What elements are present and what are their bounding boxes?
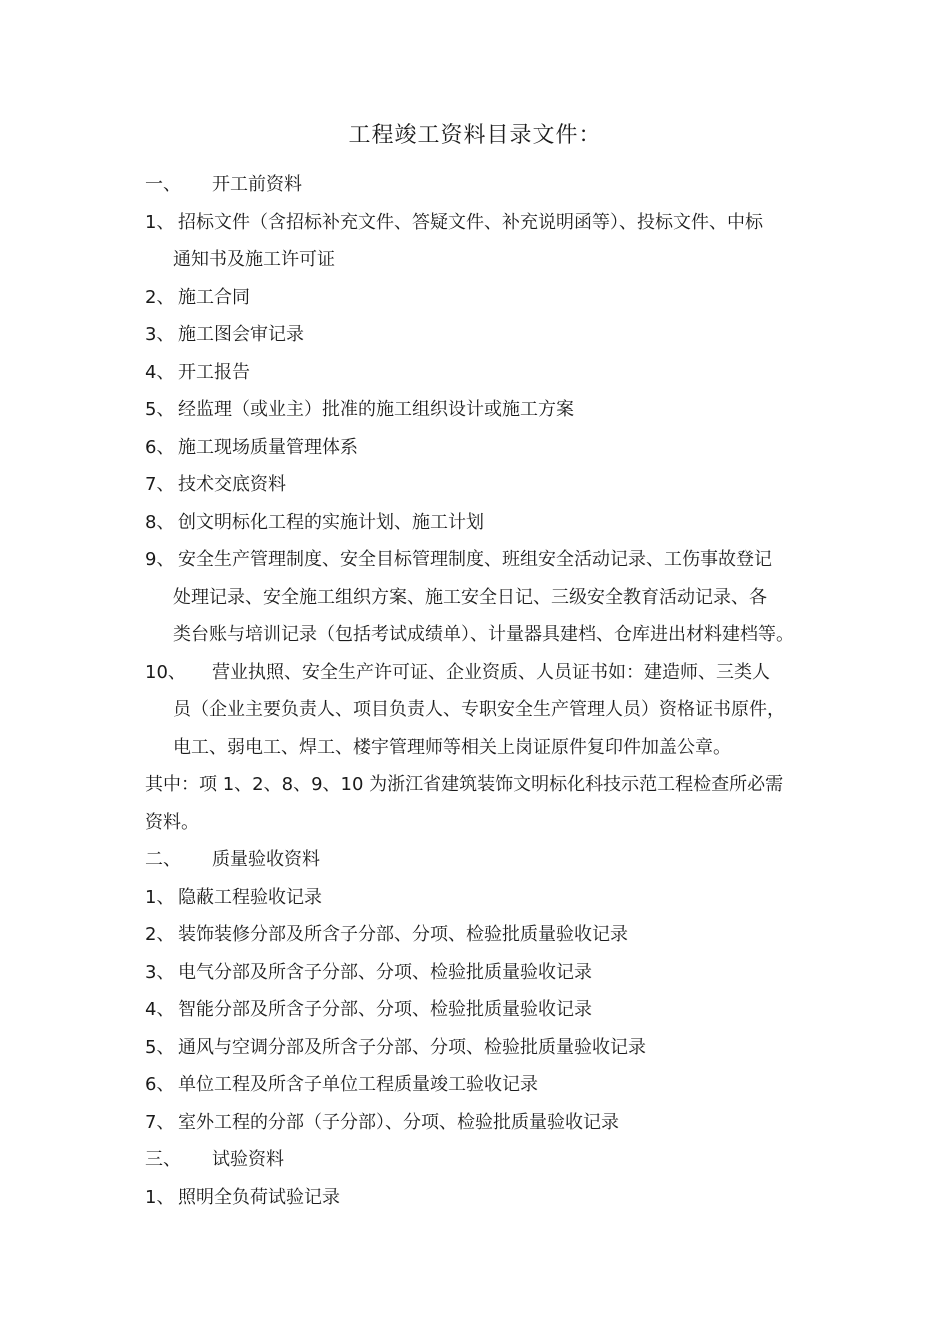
list-item <box>145 879 810 917</box>
list-item <box>145 504 810 542</box>
item-number: 1、 <box>145 211 175 233</box>
list-item <box>145 466 810 504</box>
item-text: 单位工程及所含子单位工程质量竣工验收记录 <box>178 1074 538 1095</box>
item-text-continued: 处理记录、安全施工组织方案、施工安全日记、三级安全教育活动记录、各 <box>173 586 767 608</box>
list-item <box>145 204 810 242</box>
list-item <box>145 954 810 992</box>
item-number: 8、 <box>145 511 175 533</box>
item-text-continued: 电工、弱电工、焊工、楼宇管理师等相关上岗证原件复印件加盖公章。 <box>173 736 731 758</box>
section-label: 试验资料 <box>212 1149 284 1170</box>
item-number: 9、 <box>145 549 175 570</box>
item-number: 3、 <box>145 961 175 983</box>
list-item <box>145 1029 810 1067</box>
item-text: 隐蔽工程验收记录 <box>178 886 322 908</box>
item-text-continued: 类台账与培训记录（包括考试成绩单）、计量器具建档、仓库进出材料建档等。 <box>173 624 794 645</box>
item-number: 1、 <box>145 886 175 908</box>
section-number: 三、 <box>145 1149 181 1170</box>
item-text: 经监理（或业主）批准的施工组织设计或施工方案 <box>178 399 574 420</box>
item-number: 10、 <box>145 661 186 683</box>
list-item <box>145 991 810 1029</box>
item-number: 4、 <box>145 999 175 1020</box>
list-item <box>145 429 810 467</box>
section-label: 开工前资料 <box>212 174 302 195</box>
list-item <box>145 279 810 317</box>
item-text: 施工合同 <box>178 286 250 308</box>
section-heading <box>145 841 810 879</box>
item-text: 装饰装修分部及所含子分部、分项、检验批质量验收记录 <box>178 924 628 945</box>
item-number: 6、 <box>145 1074 175 1095</box>
item-text: 施工图会审记录 <box>178 324 304 345</box>
list-item <box>145 1179 810 1217</box>
item-number: 4、 <box>145 361 175 383</box>
section-heading <box>145 1141 810 1179</box>
list-item <box>145 916 810 954</box>
item-text: 电气分部及所含子分部、分项、检验批质量验收记录 <box>178 961 592 983</box>
item-text: 创文明标化工程的实施计划、施工计划 <box>178 511 484 533</box>
section-label: 质量验收资料 <box>212 849 320 870</box>
list-item <box>145 1104 810 1142</box>
list-item <box>145 391 810 429</box>
item-number: 6、 <box>145 436 175 458</box>
list-item <box>145 541 810 579</box>
list-item <box>145 1066 810 1104</box>
item-text: 照明全负荷试验记录 <box>178 1186 340 1208</box>
item-number: 5、 <box>145 399 175 420</box>
note-text: 其中：项 1、2、8、9、10 为浙江省建筑装饰文明标化科技示范工程检查所必需 <box>145 774 784 795</box>
list-item <box>145 354 810 392</box>
list-item <box>145 316 810 354</box>
section-heading <box>145 166 810 204</box>
item-text: 施工现场质量管理体系 <box>178 436 358 458</box>
item-number: 2、 <box>145 924 175 945</box>
item-number: 1、 <box>145 1186 175 1208</box>
item-text: 室外工程的分部（子分部）、分项、检验批质量验收记录 <box>178 1111 619 1133</box>
item-number: 3、 <box>145 324 175 345</box>
page-title: 工程竣工资料目录文件： <box>348 123 602 148</box>
document-body <box>145 166 810 1216</box>
item-number: 7、 <box>145 1111 175 1133</box>
item-text: 技术交底资料 <box>178 474 286 495</box>
item-text: 智能分部及所含子分部、分项、检验批质量验收记录 <box>178 999 592 1020</box>
item-text: 安全生产管理制度、安全目标管理制度、班组安全活动记录、工伤事故登记 <box>178 549 772 570</box>
item-number: 7、 <box>145 474 175 495</box>
item-text-continued: 员（企业主要负责人、项目负责人、专职安全生产管理人员）资格证书原件， <box>173 699 785 720</box>
item-number: 2、 <box>145 286 175 308</box>
note-text-continued: 资料。 <box>145 811 199 833</box>
list-item <box>145 654 810 692</box>
item-text-continued: 通知书及施工许可证 <box>173 249 335 270</box>
item-text: 通风与空调分部及所含子分部、分项、检验批质量验收记录 <box>178 1036 646 1058</box>
item-text: 招标文件（含招标补充文件、答疑文件、补充说明函等）、投标文件、中标 <box>178 211 763 233</box>
item-text: 营业执照、安全生产许可证、企业资质、人员证书如：建造师、三类人 <box>212 661 770 683</box>
section-number: 一、 <box>145 174 181 195</box>
item-number: 5、 <box>145 1036 175 1058</box>
section-number: 二、 <box>145 849 181 870</box>
item-text: 开工报告 <box>178 361 250 383</box>
